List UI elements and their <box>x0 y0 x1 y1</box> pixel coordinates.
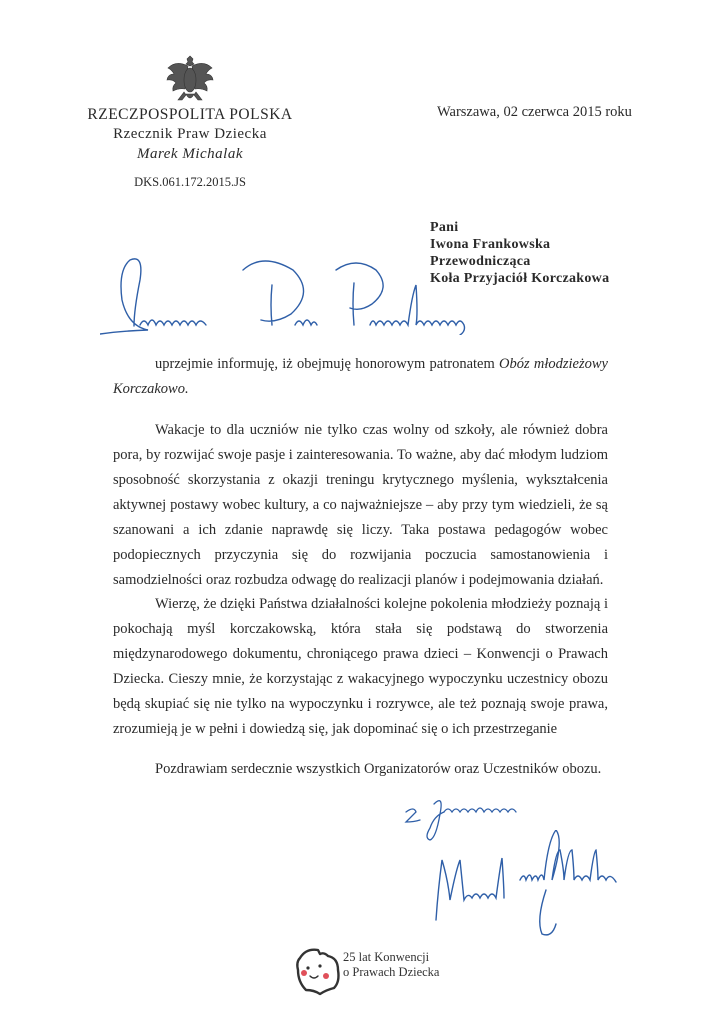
paragraph-intro <box>113 352 608 402</box>
paragraph-1-text: Wakacje to dla uczniów nie tylko czas wolny od szkoły, ale również dobra pora, by rozwijać swoje pasje i zainteresowania. To ważne, aby dać młodym ludziom sposobność skorzystania z okazji treningu krytycznego myślenia, wykształcenia aktywnej postawy wobec kultury, a co najważniejsze – aby przy tym wiedzieli, że są szanowani a ich zdanie naprawdę się liczy. Taka postawa pedagogów wobec podopiecznych przyczynia się do rozwijania poczucia samostanowienia i samodzielności oraz rozbudza odwagę do realizacji planów i podejmowania działań. <box>113 422 608 588</box>
recipient-prefix: Pani <box>430 220 459 235</box>
convention-logo-text <box>343 950 439 980</box>
camp-name: Obóz młodzieżowy Korczakowo. <box>113 356 608 397</box>
recipient-organization: Koła Przyjaciół Korczakowa <box>430 271 610 286</box>
header-country: RZECZPOSPOLITA POLSKA <box>87 106 293 123</box>
handwritten-signature <box>430 830 690 940</box>
header-office: Rzecznik Praw Dziecka <box>113 126 267 142</box>
header-official-name: Marek Michalak <box>137 146 243 162</box>
paragraph-2-text: Wierzę, że dzięki Państwa działalności kolejne pokolenia młodzieży poznają i pokochają myśl korczakowską, która stała się podstawą do stworzenia międzynarodowego dokumentu, chroniącego prawa dzieci – Konwencji o Prawach Dziecka. Cieszy mnie, że korzystając z wakacyjnego wypoczynku uczestnicy obozu będą skupiać się nie tylko na wypoczynku i rozrywce, ale też poznają swoje prawa, zrozumieją je w pełni i dowiedzą się, jak dopominać się o ich przestrzeganie <box>113 596 608 737</box>
recipient-name: Iwona Frankowska <box>430 237 551 252</box>
logo-line-1: 25 lat Konwencji <box>343 950 430 964</box>
paragraph-2 <box>113 592 608 742</box>
paragraph-closing <box>113 757 608 782</box>
logo-line-2: o Prawach Dziecka <box>343 965 440 979</box>
intro-text: uprzejmie informuję, iż obejmuję honorowym patronatem <box>155 356 500 372</box>
convention-logo-icon <box>292 944 344 996</box>
date-line: Warszawa, 02 czerwca 2015 roku <box>437 104 632 120</box>
paragraph-closing-text: Pozdrawiam serdecznie wszystkich Organizatorów oraz Uczestników obozu. <box>155 761 602 777</box>
recipient-title: Przewodnicząca <box>430 254 531 269</box>
paragraph-1 <box>113 418 608 593</box>
polish-eagle-emblem-icon <box>166 52 214 106</box>
reference-number: DKS.061.172.2015.JS <box>134 175 246 189</box>
handwritten-salutation <box>100 255 560 335</box>
